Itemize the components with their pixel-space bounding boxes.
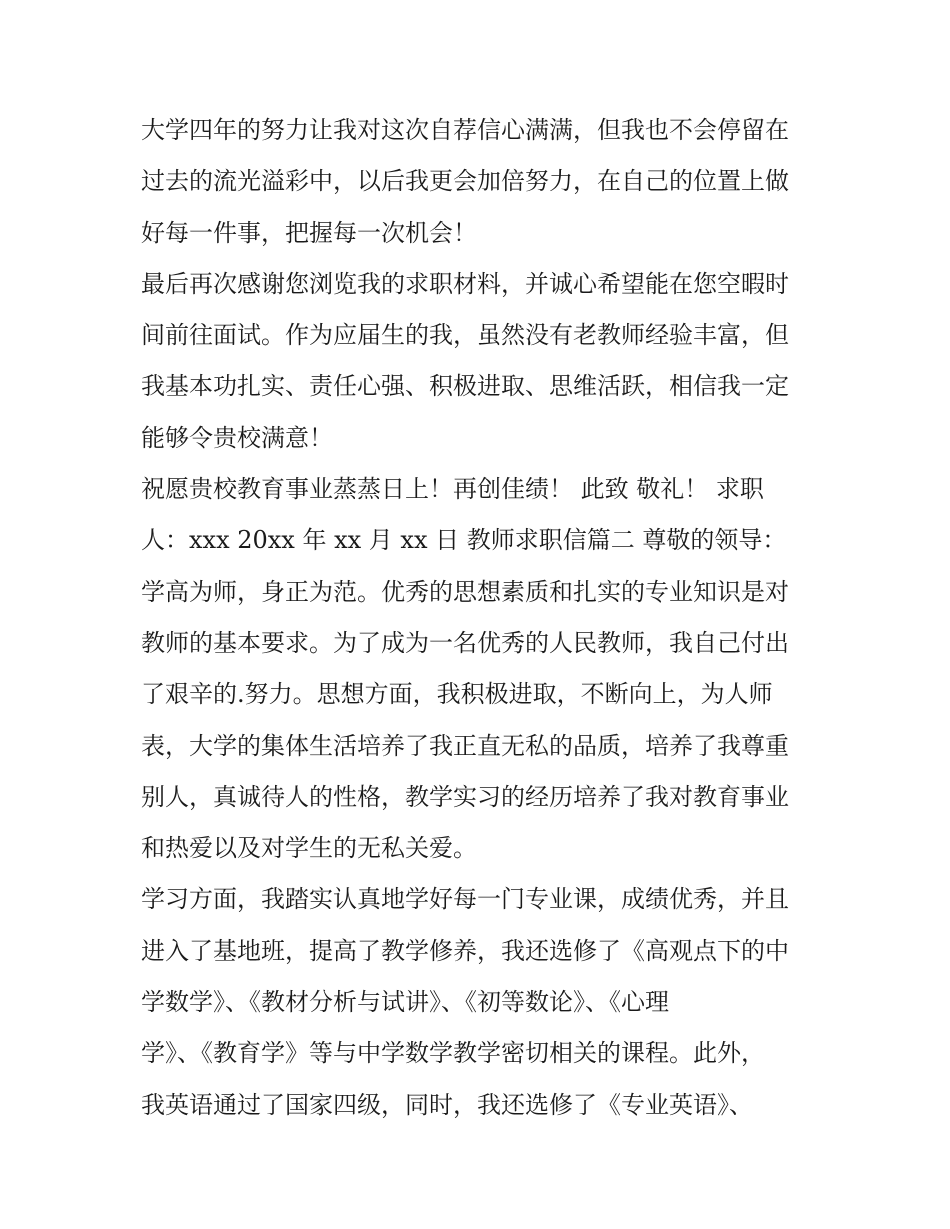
text-line: 表，大学的集体生活培养了我正直无私的品质，培养了我尊重 (141, 731, 789, 760)
text-line: 进入了基地班，提高了教学修养，我还选修了《高观点下的中 (141, 936, 789, 965)
body-text (141, 108, 821, 1134)
text-line: 间前往面试。作为应届生的我，虽然没有老教师经验丰富，但 (141, 321, 789, 350)
text-line: 我基本功扎实、责任心强、积极进取、思维活跃，相信我一定 (141, 372, 789, 401)
text-line: 别人，真诚待人的性格，教学实习的经历培养了我对教育事业 (141, 782, 789, 811)
text-line: 好每一件事，把握每一次机会！ (141, 218, 477, 247)
text-line: 了艰辛的.努力。思想方面，我积极进取，不断向上，为人师 (141, 680, 773, 709)
text-line: 教师的基本要求。为了成为一名优秀的人民教师，我自己付出 (141, 628, 789, 657)
text-line: 和热爱以及对学生的无私关爱。 (141, 834, 477, 863)
text-line: 最后再次感谢您浏览我的求职材料，并诚心希望能在您空暇时 (141, 269, 789, 298)
text-line: 人：xxx 20xx 年 xx 月 xx 日 教师求职信篇二 尊敬的领导： (141, 526, 787, 555)
text-line: 我英语通过了国家四级，同时，我还选修了《专业英语》、 (141, 1090, 753, 1119)
text-line: 学》、《教育学》等与中学数学教学密切相关的课程。此外， (141, 1039, 765, 1068)
text-line: 学数学》、《教材分析与试讲》、《初等数论》、《心理 (141, 988, 669, 1017)
text-line: 祝愿贵校教育事业蒸蒸日上！再创佳绩！ 此致 敬礼！ 求职 (141, 475, 764, 504)
text-line: 大学四年的努力让我对这次自荐信心满满，但我也不会停留在 (141, 116, 789, 144)
text-line: 学高为师，身正为范。优秀的思想素质和扎实的专业知识是对 (141, 577, 789, 606)
text-line: 过去的流光溢彩中，以后我更会加倍努力，在自己的位置上做 (141, 167, 789, 196)
text-line: 能够令贵校满意！ (141, 423, 333, 452)
text-line: 学习方面，我踏实认真地学好每一门专业课，成绩优秀，并且 (141, 885, 789, 914)
